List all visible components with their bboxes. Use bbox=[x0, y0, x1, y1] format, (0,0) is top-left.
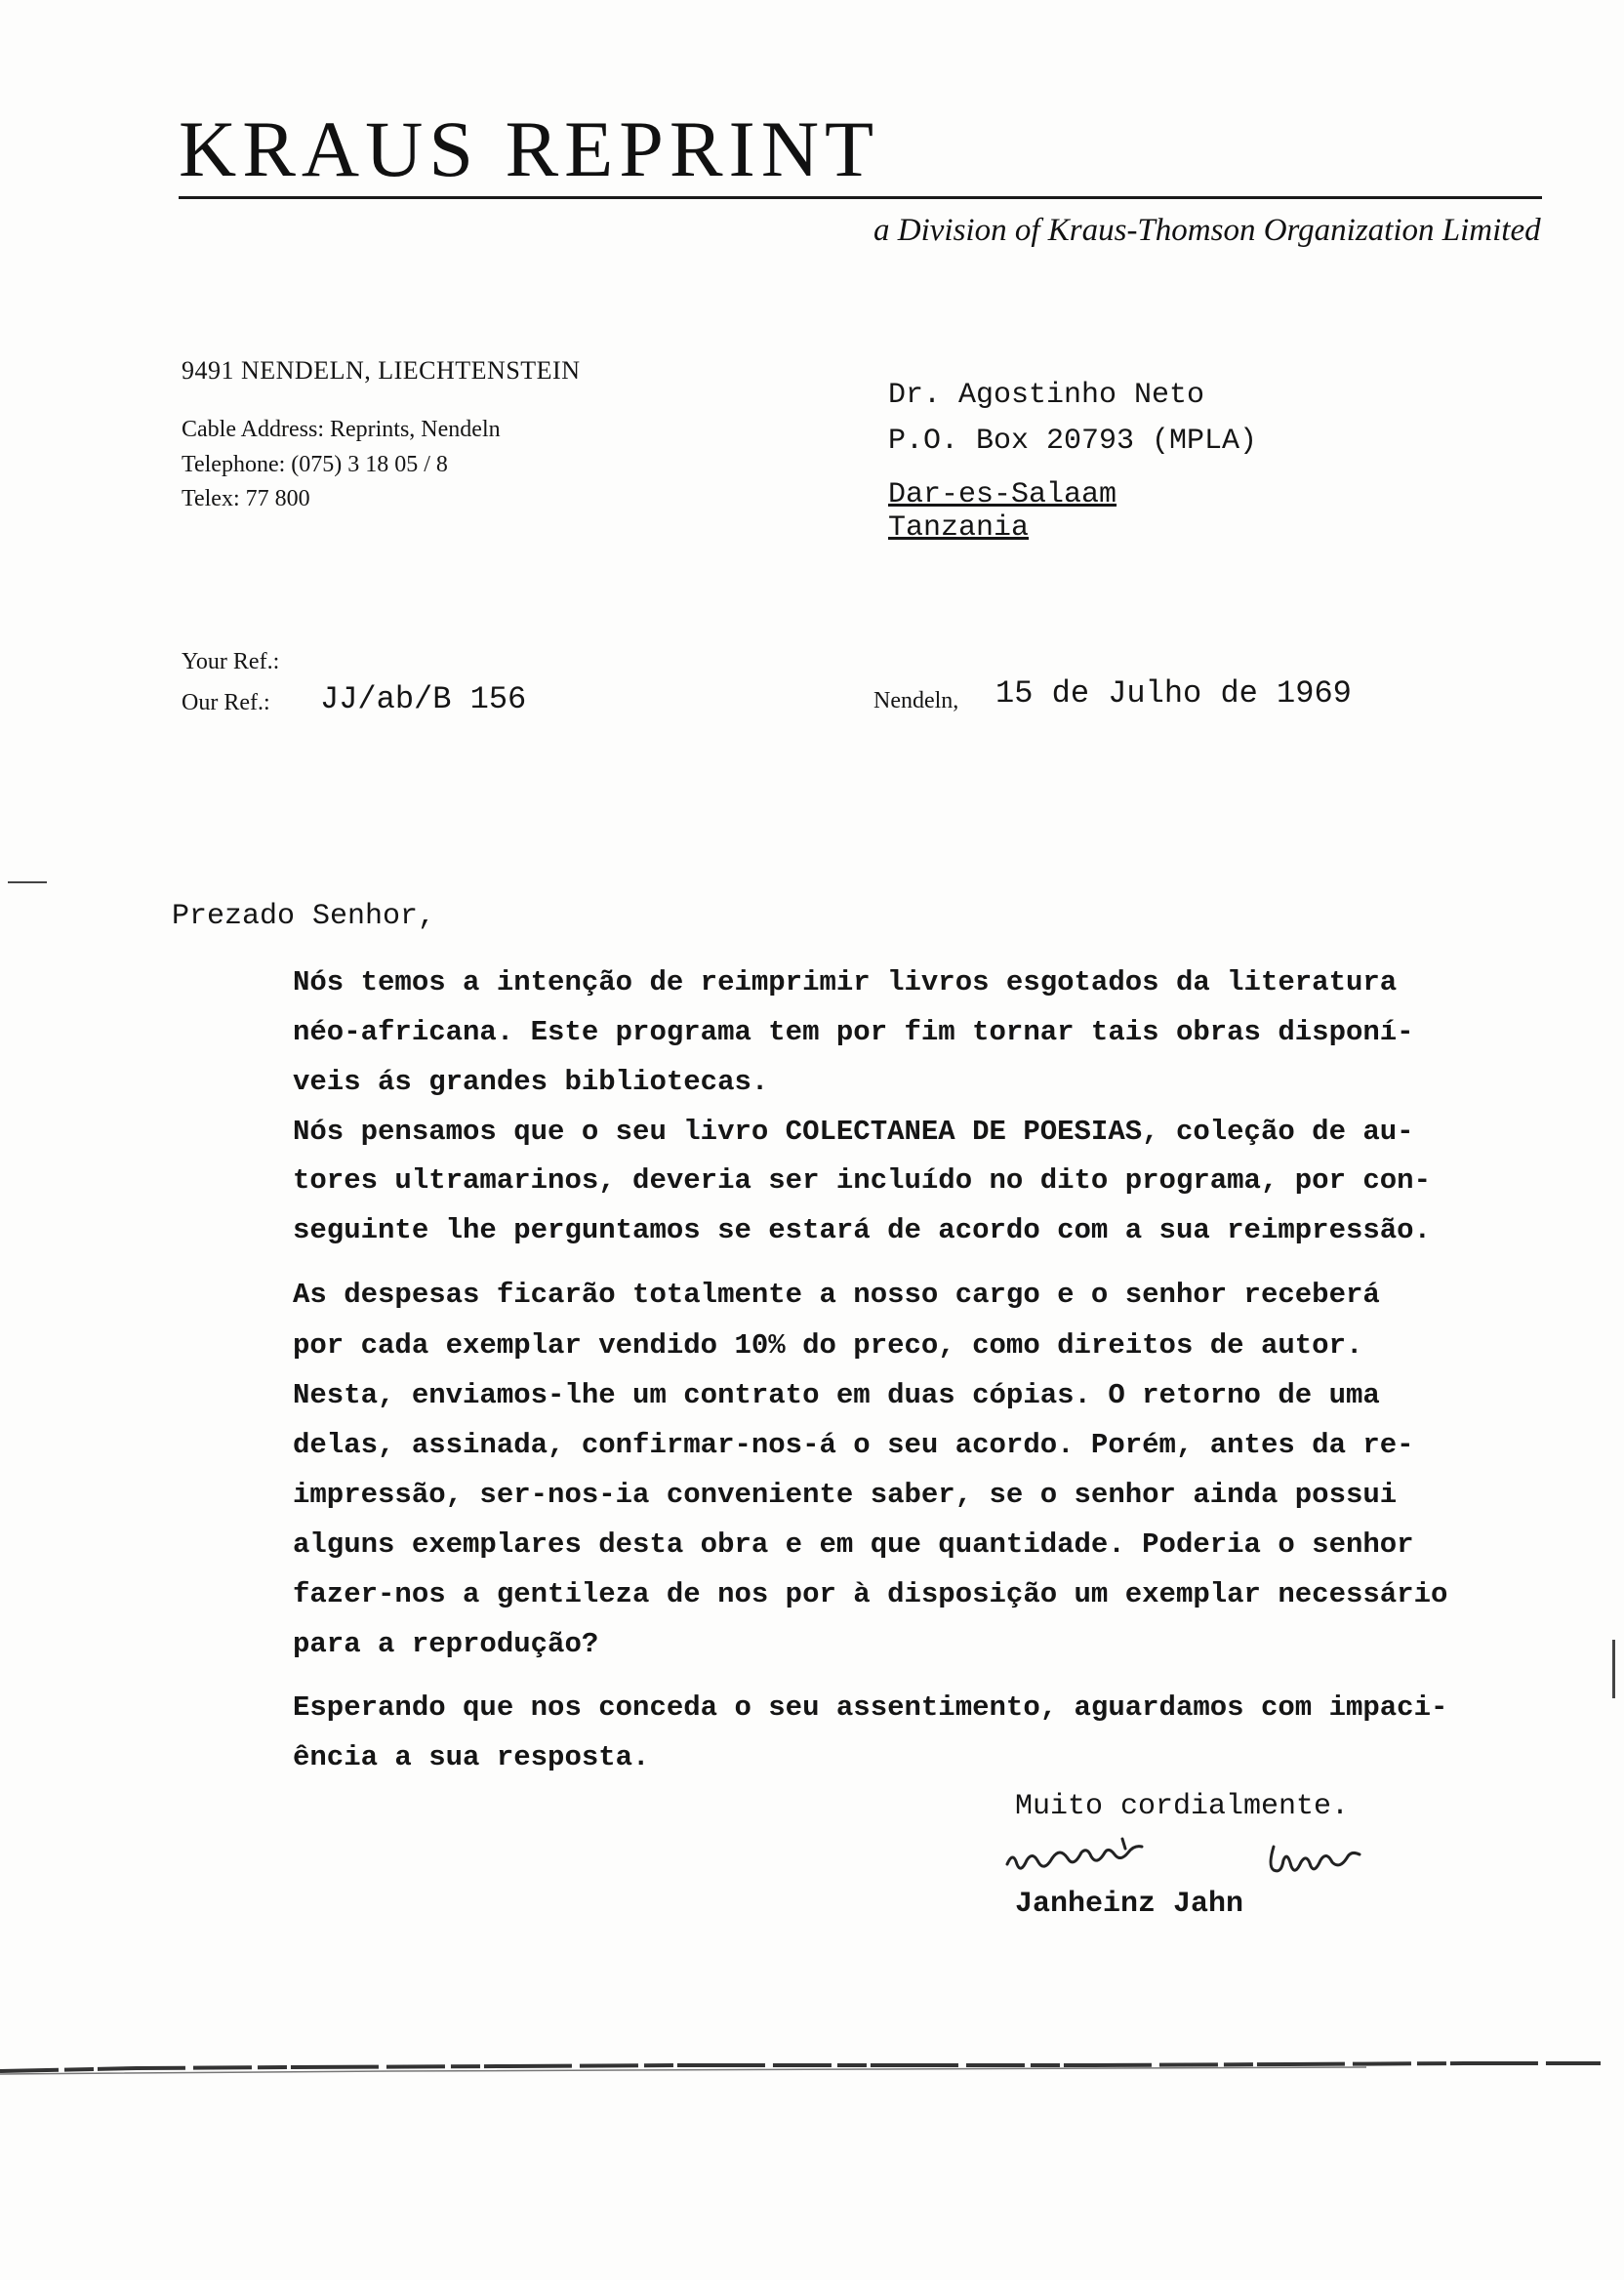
body-line: impressão, ser-nos-ia conveniente saber, se o senhor ainda possui bbox=[293, 1479, 1398, 1511]
recipient-city: Dar-es-Salaam bbox=[888, 478, 1117, 511]
edge-mark bbox=[1612, 1640, 1615, 1698]
body-line: delas, assinada, confirmar-nos-á o seu acordo. Porém, antes da re- bbox=[293, 1429, 1414, 1461]
body-line: fazer-nos a gentileza de nos por à disposição um exemplar necessário bbox=[293, 1578, 1448, 1610]
edge-mark bbox=[8, 881, 47, 883]
division-line: a Division of Kraus-Thomson Organization Limited bbox=[873, 213, 1541, 248]
body-line: veis ás grandes bibliotecas. bbox=[293, 1066, 769, 1098]
dateline-date: 15 de Julho de 1969 bbox=[995, 675, 1352, 712]
body-line: Nós pensamos que o seu livro COLECTANEA DE POESIAS, coleção de au- bbox=[293, 1116, 1414, 1148]
our-ref-value: JJ/ab/B 156 bbox=[320, 681, 527, 717]
body-line: seguinte lhe perguntamos se estará de acordo com a sua reimpressão. bbox=[293, 1214, 1431, 1246]
closing: Muito cordialmente. bbox=[1015, 1790, 1350, 1823]
handwritten-signature bbox=[995, 1831, 1405, 1890]
body-line: ência a sua resposta. bbox=[293, 1741, 650, 1773]
your-ref-label: Your Ref.: bbox=[182, 649, 280, 674]
signer-name: Janheinz Jahn bbox=[1015, 1888, 1244, 1921]
dateline-place: Nendeln, bbox=[873, 688, 959, 713]
sender-cable-address: Cable Address: Reprints, Nendeln bbox=[182, 417, 501, 442]
body-line: As despesas ficarão totalmente a nosso cargo e o senhor receberá bbox=[293, 1279, 1380, 1311]
sender-telephone: Telephone: (075) 3 18 05 / 8 bbox=[182, 452, 448, 477]
our-ref-label: Our Ref.: bbox=[182, 690, 270, 715]
body-line: por cada exemplar vendido 10% do preco, como direitos de autor. bbox=[293, 1329, 1363, 1362]
body-line: tores ultramarinos, deveria ser incluído no dito programa, por con- bbox=[293, 1164, 1431, 1197]
body-line: para a reprodução? bbox=[293, 1628, 599, 1660]
recipient-po-box: P.O. Box 20793 (MPLA) bbox=[888, 425, 1258, 458]
company-name: KRAUS REPRINT bbox=[179, 104, 880, 193]
header-rule bbox=[179, 196, 1542, 199]
salutation: Prezado Senhor, bbox=[172, 900, 436, 933]
body-line: néo-africana. Este programa tem por fim tornar tais obras disponí- bbox=[293, 1016, 1414, 1048]
bottom-torn-rule bbox=[0, 2057, 1624, 2077]
sender-city: 9491 NENDELN, LIECHTENSTEIN bbox=[182, 356, 581, 385]
body-line: Esperando que nos conceda o seu assentimento, aguardamos com impaci- bbox=[293, 1691, 1448, 1724]
recipient-name: Dr. Agostinho Neto bbox=[888, 379, 1205, 412]
recipient-country: Tanzania bbox=[888, 511, 1030, 545]
body-line: Nesta, enviamos-lhe um contrato em duas cópias. O retorno de uma bbox=[293, 1379, 1380, 1411]
body-line: alguns exemplares desta obra e em que quantidade. Poderia o senhor bbox=[293, 1528, 1414, 1561]
body-line: Nós temos a intenção de reimprimir livros esgotados da literatura bbox=[293, 966, 1398, 998]
sender-telex: Telex: 77 800 bbox=[182, 486, 310, 511]
